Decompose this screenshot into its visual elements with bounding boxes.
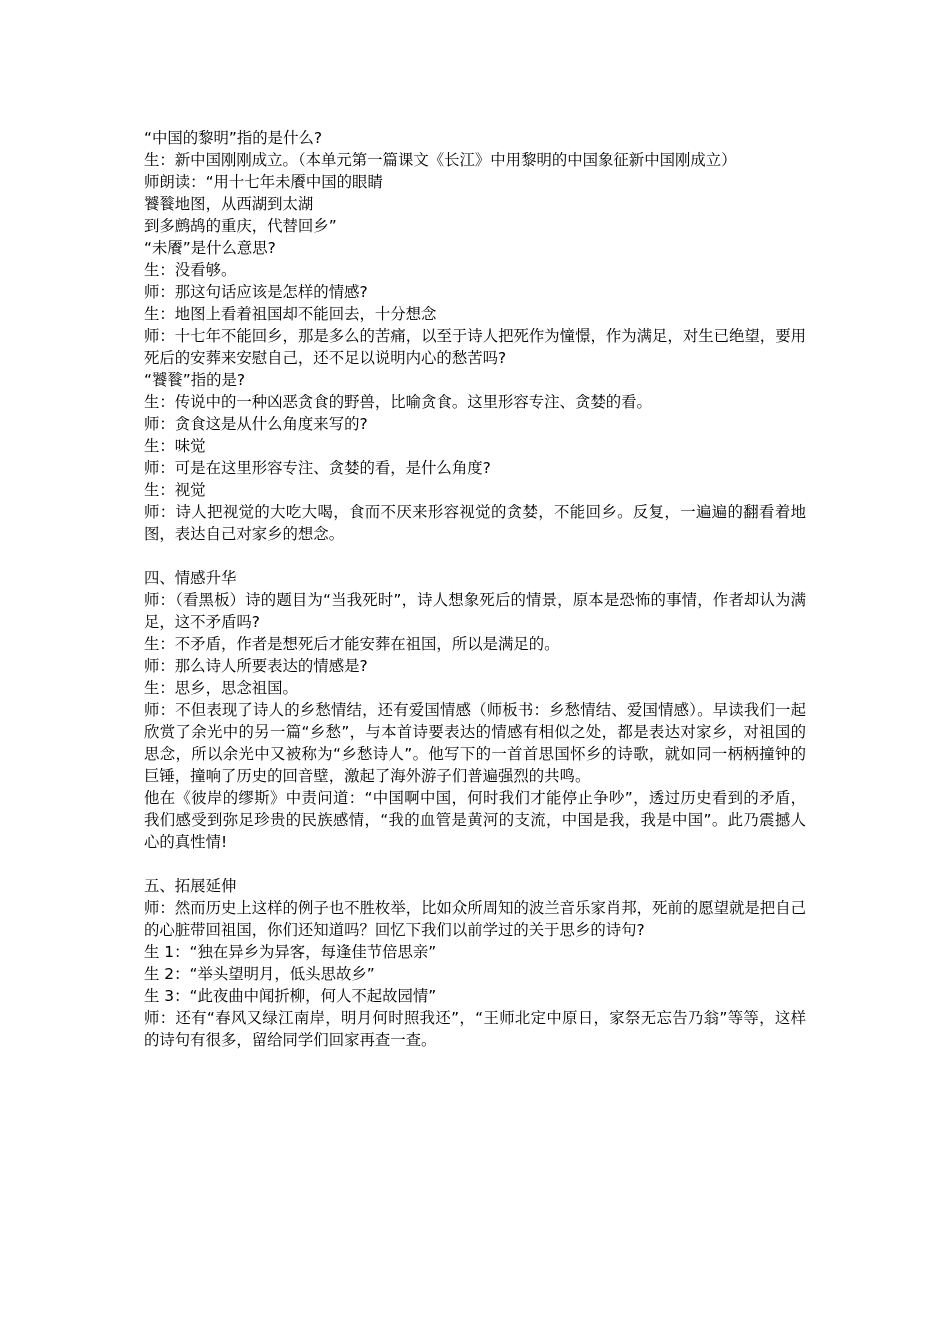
blank-line	[144, 853, 806, 875]
text-line: “未餍”是什么意思?	[144, 239, 276, 257]
text-line: 师：那么诗人所要表达的情感是?	[144, 657, 368, 675]
text-line: 到多鹧鸪的重庆，代替回乡”	[144, 217, 337, 235]
paragraph: 师：十七年不能回乡，那是多么的苦痛，以至于诗人把死作为憧憬，作为满足，对生已绝望，要用死后的安葬来安慰自己，还不足以说明内心的愁苦吗?	[144, 327, 806, 367]
text-line: 生：味觉	[144, 437, 206, 455]
blank-line	[144, 545, 806, 567]
text-line: 生：不矛盾，作者是想死后才能安葬在祖国，所以是满足的。	[144, 635, 560, 653]
text-line: 生：地图上看着祖国却不能回去，十分想念	[144, 305, 437, 323]
paragraph: 师：不但表现了诗人的乡愁情结，还有爱国情感（师板书：乡愁情结、爱国情感）。早读我们一起欣赏了余光中的另一篇“乡愁”，与本首诗要表达的情感有相似之处，都是表达对家乡，对祖国的思念，所以余光中又被称为“乡愁诗人”。他写下的一首首思国怀乡的诗歌，就如同一柄柄撞钟的巨锤，撞响了历史的回音壁，激起了海外游子们普遍强烈的共鸣。	[144, 701, 806, 785]
text-line: 生：新中国刚刚成立。（本单元第一篇课文《长江》中用黎明的中国象征新中国刚成立）	[144, 151, 737, 169]
section-heading-5: 五、拓展延伸	[144, 877, 237, 895]
text-line: 生：视觉	[144, 481, 206, 499]
text-line: 生：传说中的一种凶恶贪食的野兽，比喻贪食。这里形容专注、贪婪的看。	[144, 393, 652, 411]
text-line: 师：那这句话应该是怎样的情感?	[144, 283, 368, 301]
text-line: 师朗读：“用十七年未餍中国的眼睛	[144, 173, 383, 191]
text-line: 生 3：“此夜曲中闻折柳，何人不起故园情”	[144, 987, 437, 1005]
paragraph: 他在《彼岸的缪斯》中责问道：“中国啊中国，何时我们才能停止争吵”，透过历史看到的矛盾，我们感受到弥足珍贵的民族感情，“我的血管是黄河的支流，中国是我，我是中国”。此乃震撼人心的真性情!	[144, 789, 806, 851]
text-line: 师：可是在这里形容专注、贪婪的看，是什么角度?	[144, 459, 491, 477]
section-heading-4: 四、情感升华	[144, 569, 237, 587]
paragraph: 师：还有“春风又绿江南岸，明月何时照我还”，“王师北定中原日，家祭无忘告乃翁”等等，这样的诗句有很多，留给同学们回家再查一查。	[144, 1009, 806, 1049]
paragraph: 师：（看黑板）诗的题目为“当我死时”，诗人想象死后的情景，原本是恐怖的事情，作者却认为满足，这不矛盾吗?	[144, 591, 806, 631]
paragraph: 师：然而历史上这样的例子也不胜枚举，比如众所周知的波兰音乐家肖邦，死前的愿望就是把自己的心脏带回祖国，你们还知道吗？回忆下我们以前学过的关于思乡的诗句?	[144, 899, 806, 939]
text-line: 生 1：“独在异乡为异客，每逢佳节倍思亲”	[144, 943, 437, 961]
text-line: 生：思乡，思念祖国。	[144, 679, 298, 697]
text-line: “中国的黎明”指的是什么?	[144, 129, 323, 147]
text-line: 师：贪食这是从什么角度来写的?	[144, 415, 368, 433]
paragraph: 师：诗人把视觉的大吃大喝，食而不厌来形容视觉的贪婪，不能回乡。反复，一遍遍的翻看着地图，表达自己对家乡的想念。	[144, 503, 806, 543]
text-line: 生 2：“举头望明月，低头思故乡”	[144, 965, 375, 983]
text-line: 生：没看够。	[144, 261, 237, 279]
text-line: 饕餮地图，从西湖到太湖	[144, 195, 314, 213]
document-body	[144, 127, 806, 1051]
text-line: “饕餮”指的是?	[144, 371, 246, 389]
